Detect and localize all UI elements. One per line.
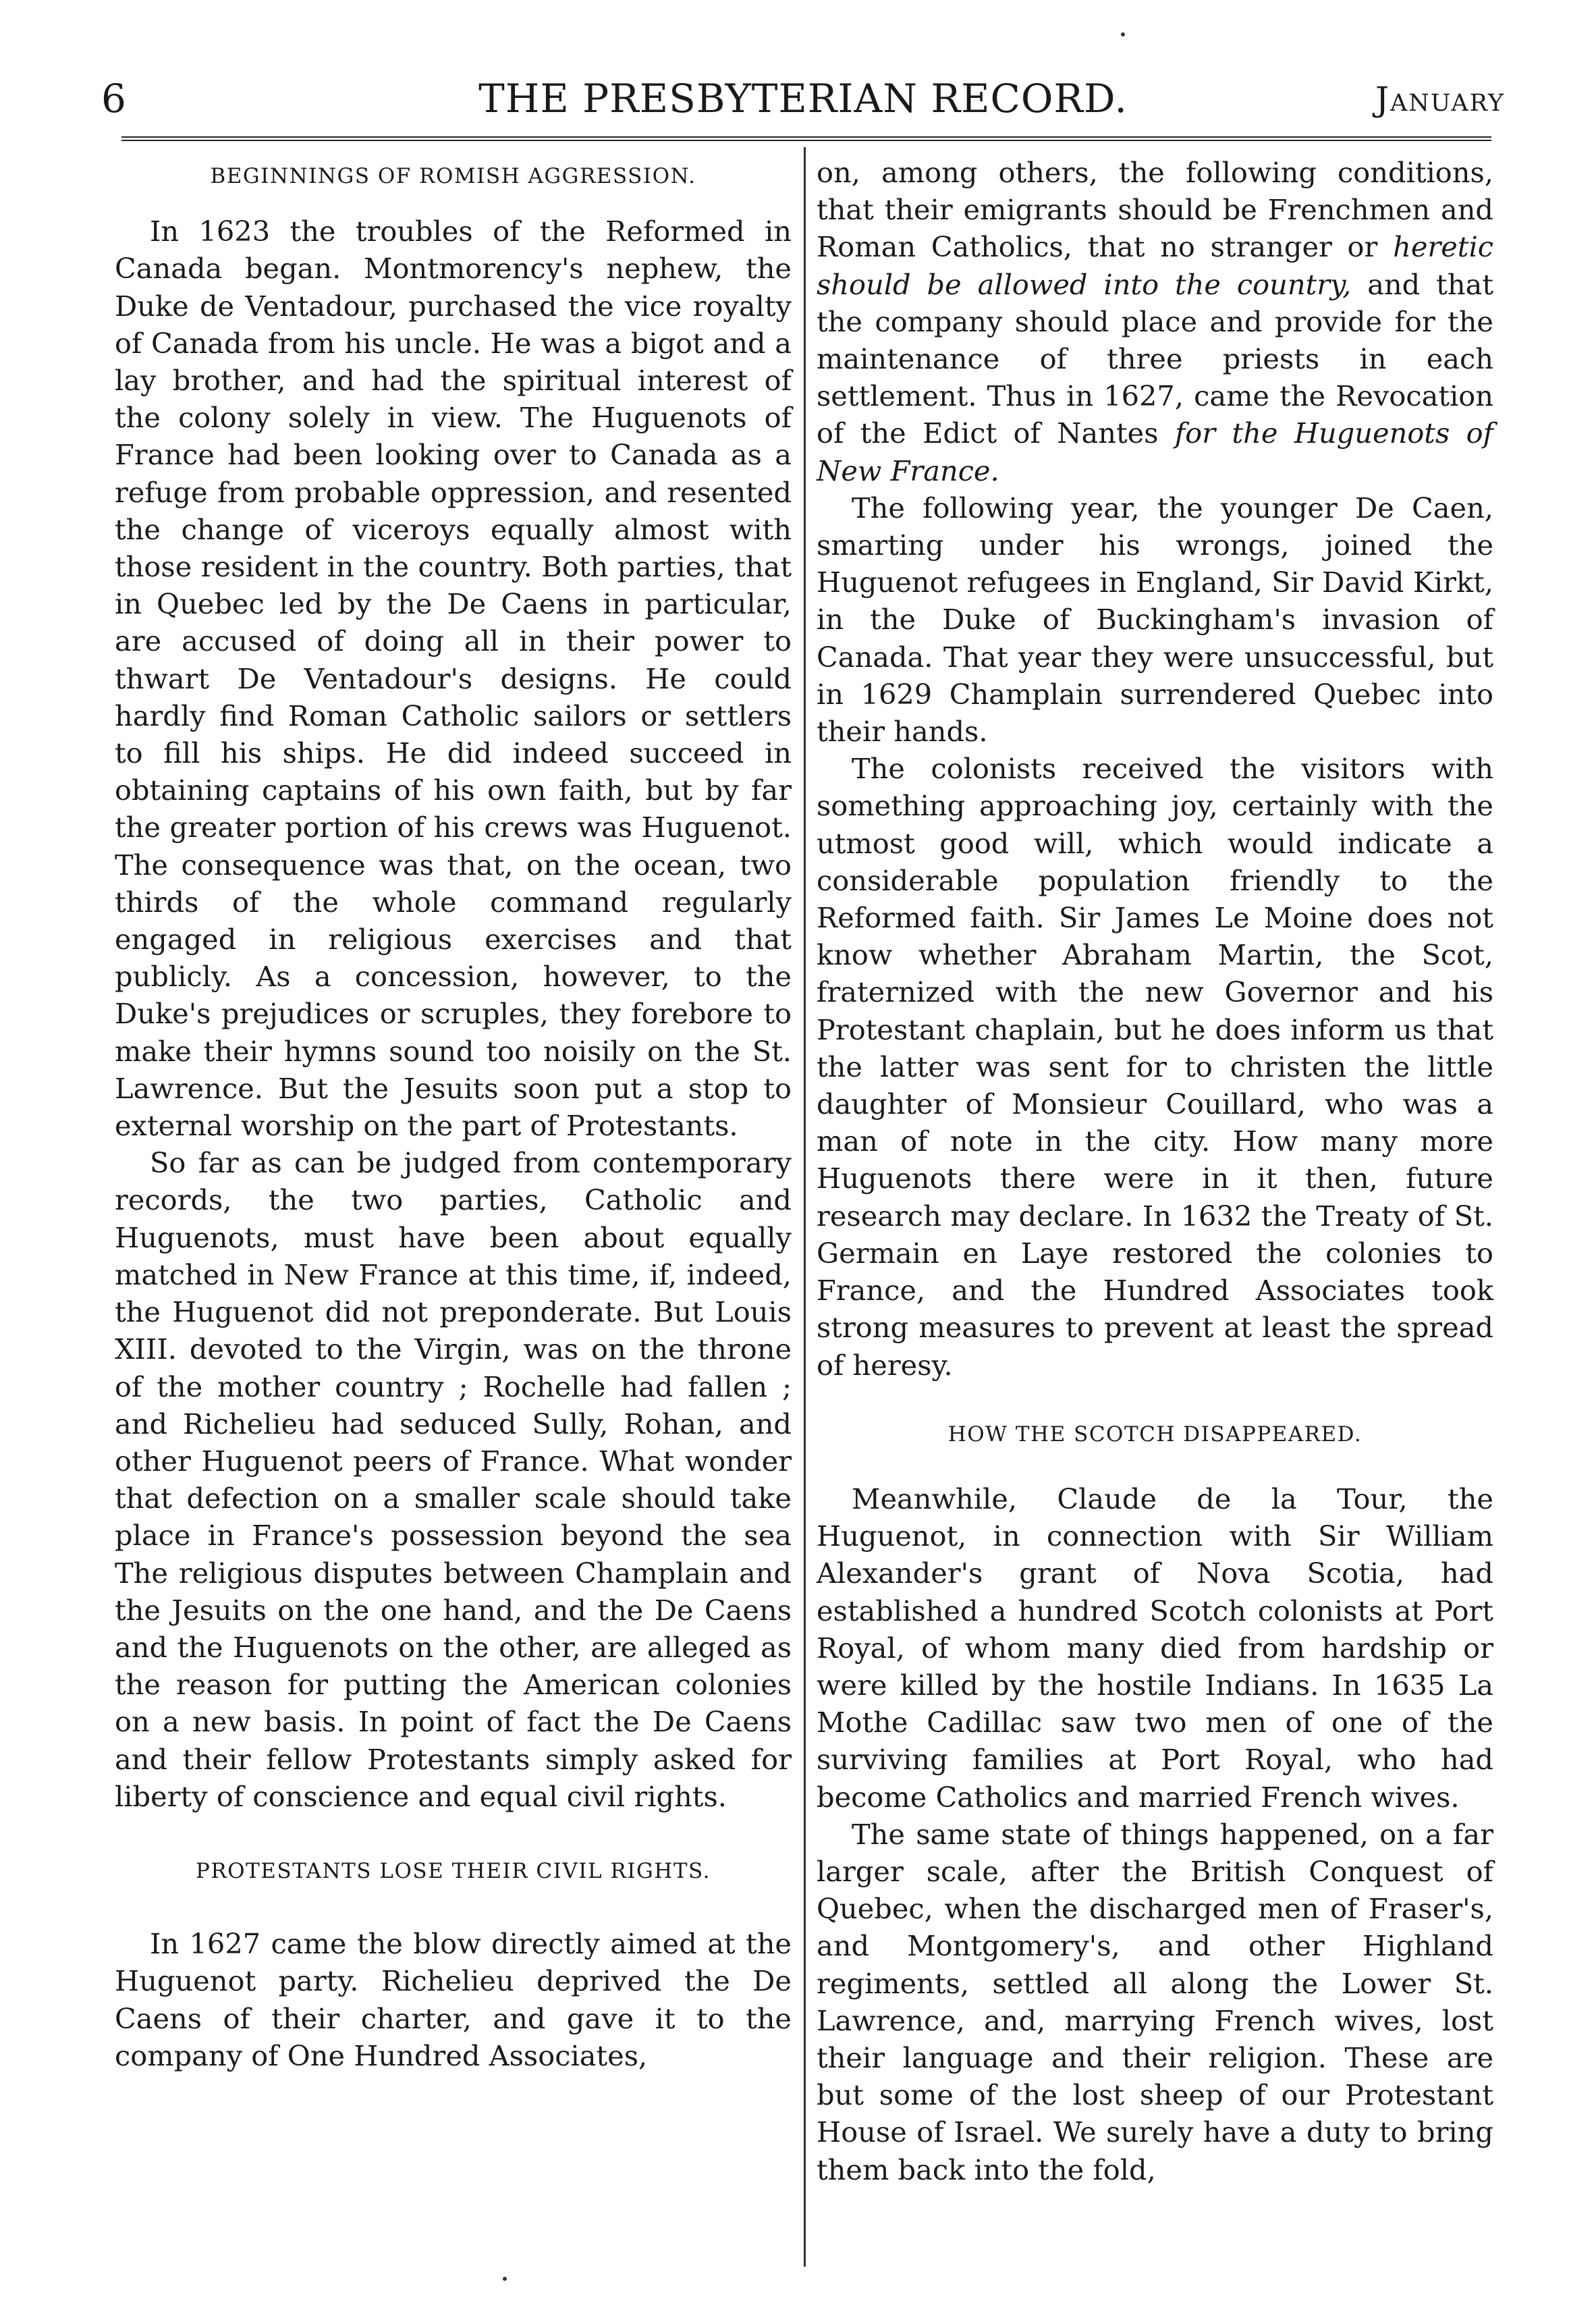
paragraph: So far as can be judged from contemporary records, the two parties, Catholic and Huguenots, must have been about equally matched in New France at this time, if, indeed, the Huguenot did not preponderate. But Louis XIII. devoted to the Virgin, was on the throne of the mother country ; Rochelle had fallen ; and Richelieu had seduced Sully, Rohan, and other Huguenot peers of France. What wonder that defection on a smaller scale should take place in France's possession beyond the sea The religious disputes between Champlain and the Jesuits on the one hand, and the De Caens and the Huguenots on the other, are alleged as the reason for putting the American colonies on a new basis. In point of fact the De Caens and their fellow Protestants simply asked for liberty of conscience and equal civil rights. (115, 1146, 792, 1813)
column-divider (804, 147, 806, 2267)
right-column (817, 154, 1493, 2188)
paragraph: In 1627 came the blow directly aimed at the Huguenot party. Richelieu deprived the De Caens of their charter, and gave it to the company of One Hundred Associates, (115, 1927, 792, 2072)
paragraph-continued (817, 154, 1493, 489)
text-run: and that the company should place and provide for the maintenance of three priests in each settlement. Thus in 1627, came the Revocation of the Edict of Nantes (817, 267, 1493, 450)
print-speck (503, 2277, 507, 2281)
page-header (101, 76, 1505, 136)
section-heading-civil-rights: PROTESTANTS LOSE THEIR CIVIL RIGHTS. (195, 1858, 711, 1883)
publication-title: THE PRESBYTERIAN RECORD. (478, 76, 1128, 122)
paragraph: The colonists received the visitors with something approaching joy, certainly with the utmost good will, which would indicate a considerable population friendly to the Reformed faith. Sir James Le Moine does not know whether Abraham Martin, the Scot, fraternized with the new Governor and his Protestant chaplain, but he does inform us that the latter was sent for to christen the little daughter of Monsieur Couillard, who was a man of note in the city. How many more Huguenots there were in it then, future research may declare. In 1632 the Treaty of St. Germain en Laye restored the colonies to France, and the Hundred Associates took strong measures to prevent at least the spread of heresy. (817, 752, 1493, 1382)
italic-text: for the Huguenots of New France. (817, 416, 1494, 487)
section-heading-romish-aggression: BEGINNINGS OF ROMISH AGGRESSION. (210, 164, 696, 188)
page-number: 6 (101, 76, 126, 122)
italic-text: heretic should be allowed into the country, (817, 230, 1493, 301)
paragraph: Meanwhile, Claude de la Tour, the Huguenot, in connection with Sir William Alexander's grant of Nova Scotia, had established a hundred Scotch colonists at Port Royal, of whom many died from hardship or were killed by the hostile Indians. In 1635 La Mothe Cadillac saw two men of one of the surviving families at Port Royal, who had become Catholics and married French wives. (817, 1482, 1493, 1814)
print-speck (1121, 32, 1125, 36)
text-run: on, among others, the following conditions, that their emigrants should be Frenchmen and Roman Catholics, that no stranger or (817, 156, 1493, 264)
paragraph: The same state of things happened, on a far larger scale, after the British Conquest of Quebec, when the discharged men of Fraser's, and Montgomery's, and other Highland regiments, settled all along the Lower St. Lawrence, and, marrying French wives, lost their language and their religion. These are but some of the lost sheep of our Protestant House of Israel. We surely have a duty to bring them back into the fold, (817, 1817, 1493, 2186)
issue-month: January (1375, 80, 1505, 119)
section-heading-scotch: HOW THE SCOTCH DISAPPEARED. (947, 1422, 1363, 1447)
header-rule (121, 136, 1491, 141)
paragraph: In 1623 the troubles of the Reformed in Canada began. Montmorency's nephew, the Duke de Ventadour, purchased the vice royalty of Canada from his uncle. He was a bigot and a lay brother, and had the spiritual interest of the colony solely in view. The Huguenots of France had been looking over to Canada as a refuge from probable oppression, and resented the change of viceroys equally almost with those resident in the country. Both parties, that in Quebec led by the De Caens in particular, are accused of doing all in their power to thwart De Ventadour's designs. He could hardly find Roman Catholic sailors or settlers to fill his ships. He did indeed succeed in obtaining captains of his own faith, but by far the greater portion of his crews was Huguenot. The consequence was that, on the ocean, two thirds of the whole command regularly engaged in religious exercises and that publicly. As a concession, however, to the Duke's prejudices or scruples, they forebore to make their hymns sound too noisily on the St. Lawrence. But the Jesuits soon put a stop to external worship on the part of Protestants. (115, 215, 792, 1143)
left-column (115, 154, 792, 2074)
paragraph: The following year, the younger De Caen, smarting under his wrongs, joined the Huguenot refugees in England, Sir David Kirkt, in the Duke of Buckingham's invasion of Canada. That year they were unsuccessful, but in 1629 Champlain surrendered Quebec into their hands. (817, 491, 1493, 749)
